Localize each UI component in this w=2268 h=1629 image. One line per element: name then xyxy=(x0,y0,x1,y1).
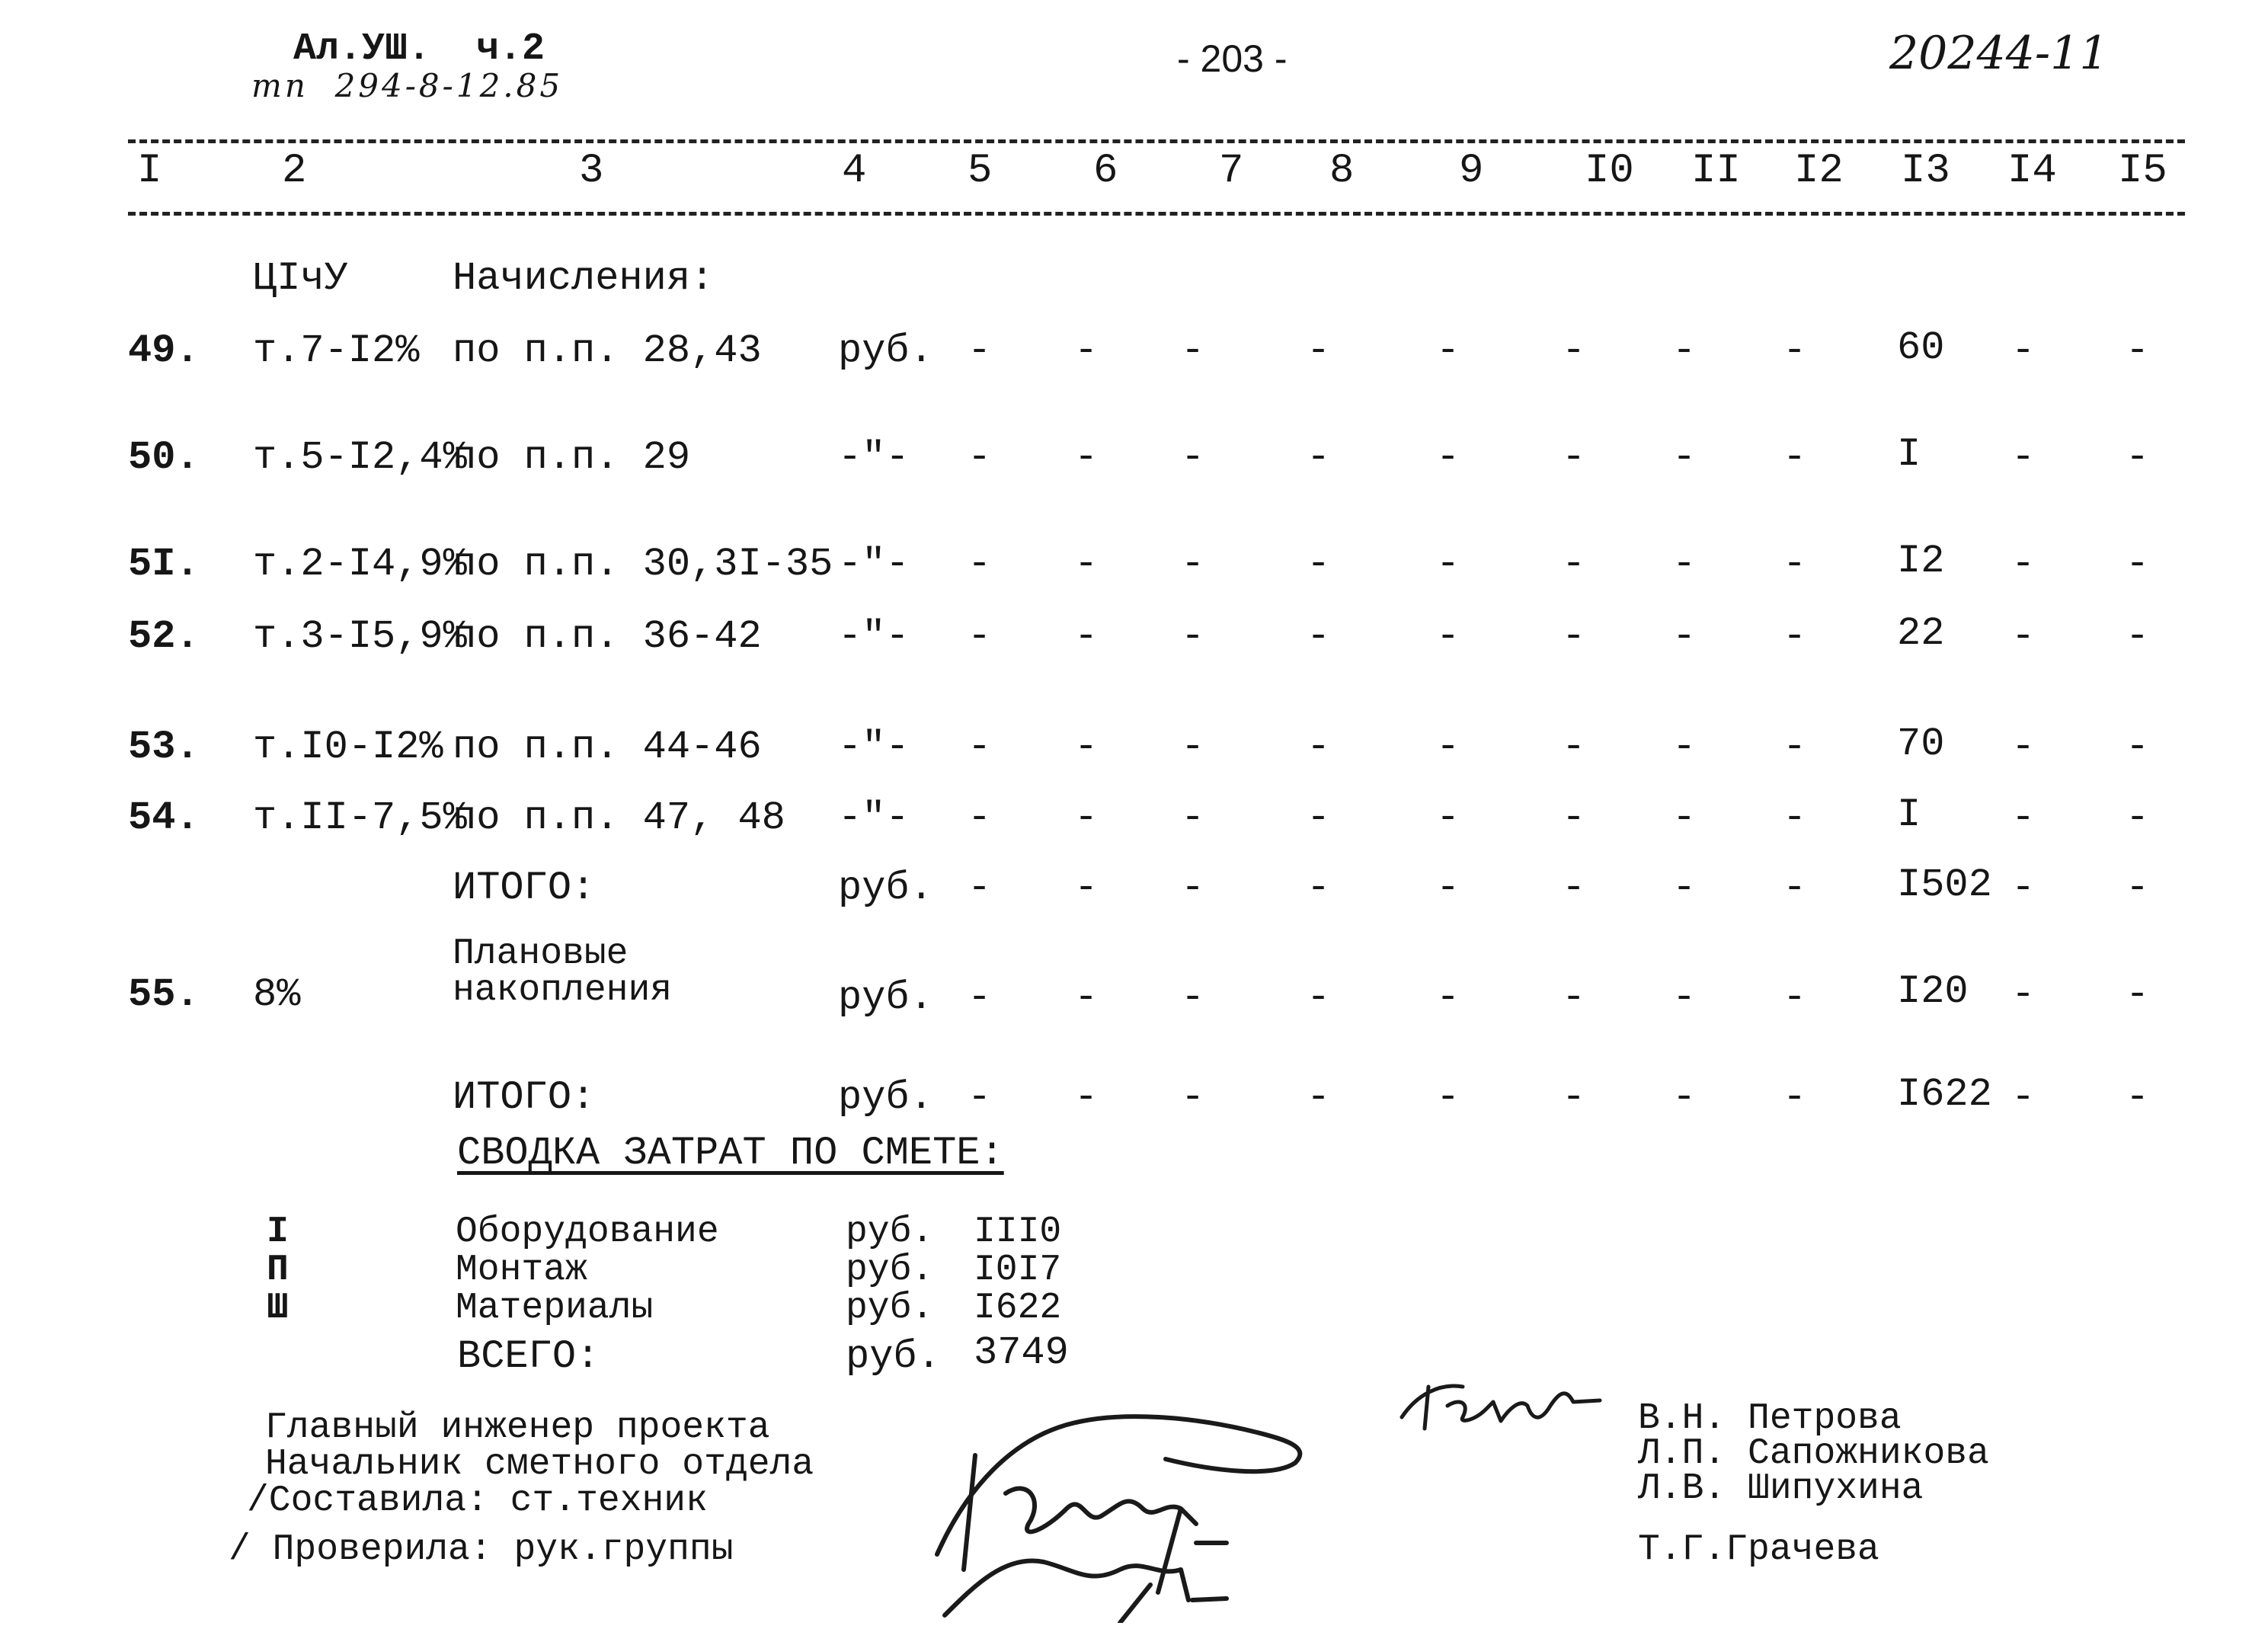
row-unit: -"- xyxy=(838,435,910,480)
row-dash-cell: - xyxy=(1181,795,1205,840)
row-dash-cell: - xyxy=(1672,614,1697,659)
row-number: 55. xyxy=(128,972,200,1017)
album-reference: Ал.УШ. ч.2 xyxy=(293,27,545,71)
row-dash-cell: - xyxy=(1672,795,1697,840)
row-dash-cell: - xyxy=(1783,614,1807,659)
summary-item-materials: Материалы xyxy=(456,1288,654,1329)
role-compiled-by: /Составила: ст.техник xyxy=(247,1480,708,1522)
row-col15-value: - xyxy=(2126,725,2150,770)
row-dash-cell: - xyxy=(1307,614,1331,659)
row-col15-value: - xyxy=(2126,435,2150,480)
row-dash-cell: - xyxy=(1672,975,1697,1020)
row-dash-cell: - xyxy=(1562,435,1586,480)
tp-reference: тп 294-8-12.85 xyxy=(251,67,564,104)
row-col13-value: 70 xyxy=(1897,722,1945,766)
header-bottom-rule xyxy=(128,212,2185,216)
document-number: 20244-11 xyxy=(1889,27,2109,80)
row-code: т.5-I2,4% xyxy=(253,435,467,480)
row-code: 8% xyxy=(253,972,301,1017)
row-dash-cell: - xyxy=(1181,542,1205,587)
row-dash-cell: - xyxy=(1783,725,1807,770)
row-unit: -"- xyxy=(838,542,910,587)
row-code: т.2-I4,9% xyxy=(253,542,467,587)
row-dash-cell: - xyxy=(1783,1075,1807,1120)
row-description: по п.п. 28,43 xyxy=(453,328,762,373)
row-dash-cell: - xyxy=(1783,328,1807,373)
row-dash-cell: - xyxy=(1074,435,1099,480)
row-dash-cell: - xyxy=(1783,542,1807,587)
row-dash-cell: - xyxy=(1307,975,1331,1020)
row-dash-cell: - xyxy=(1181,725,1205,770)
row-unit: руб. xyxy=(838,975,933,1020)
row-dash-cell: - xyxy=(1783,795,1807,840)
row-dash-cell: - xyxy=(1436,725,1460,770)
row-dash-cell: - xyxy=(1672,328,1697,373)
column-header-8: 8 xyxy=(1329,148,1355,194)
row-col14-value: - xyxy=(2011,972,2036,1017)
summary-title: СВОДКА ЗАТРАТ ПО СМЕТЕ: xyxy=(457,1131,1004,1176)
summary-value-3: I622 xyxy=(974,1288,1062,1329)
top-rule xyxy=(128,139,2185,143)
row-dash-cell: - xyxy=(1307,328,1331,373)
page-number: - 203 - xyxy=(1177,37,1288,80)
row-dash-cell: - xyxy=(1436,614,1460,659)
column-header-10: I0 xyxy=(1585,148,1634,194)
row-col13-value: 60 xyxy=(1897,325,1945,370)
row-dash-cell: - xyxy=(968,614,992,659)
row-dash-cell: - xyxy=(1562,328,1586,373)
row-col13-value: I20 xyxy=(1897,969,1969,1014)
row-number: 49. xyxy=(128,328,200,373)
role-chief-engineer: Главный инженер проекта xyxy=(265,1407,770,1448)
summary-total-value: 3749 xyxy=(974,1330,1069,1375)
column-header-13: I3 xyxy=(1901,148,1950,194)
row-unit: -"- xyxy=(838,795,910,840)
row-dash-cell: - xyxy=(1307,542,1331,587)
row-dash-cell: - xyxy=(1181,328,1205,373)
summary-unit-3: руб. xyxy=(846,1288,934,1329)
row-dash-cell: - xyxy=(1436,542,1460,587)
row-dash-cell: - xyxy=(1181,435,1205,480)
row-dash-cell: - xyxy=(1436,435,1460,480)
row-col15-value: - xyxy=(2126,795,2150,840)
row-unit: -"- xyxy=(838,614,910,659)
column-header-1: I xyxy=(137,148,162,194)
row-description: по п.п. 29 xyxy=(453,435,691,480)
column-header-15: I5 xyxy=(2118,148,2167,194)
row-dash-cell: - xyxy=(1672,866,1697,911)
row-description: по п.п. 44-46 xyxy=(453,725,762,770)
row-col14-value: - xyxy=(2011,542,2036,587)
row-dash-cell: - xyxy=(1074,542,1099,587)
row-col14-value: - xyxy=(2011,328,2036,373)
summary-value-2: I0I7 xyxy=(974,1250,1062,1291)
row-dash-cell: - xyxy=(1562,866,1586,911)
row-dash-cell: - xyxy=(968,975,992,1020)
row-dash-cell: - xyxy=(968,866,992,911)
row-col15-value: - xyxy=(2126,972,2150,1017)
row-col14-value: - xyxy=(2011,866,2036,911)
row-col14-value: - xyxy=(2011,1075,2036,1120)
row-code: т.7-I2% xyxy=(253,328,420,373)
row-col14-value: - xyxy=(2011,614,2036,659)
summary-roman-2: П xyxy=(267,1250,289,1291)
name-petrova: В.Н. Петрова xyxy=(1638,1398,1902,1439)
row-dash-cell: - xyxy=(1436,328,1460,373)
row-code: т.II-7,5% xyxy=(253,795,467,840)
row-dash-cell: - xyxy=(968,725,992,770)
row-dash-cell: - xyxy=(968,328,992,373)
summary-roman-1: I xyxy=(267,1211,289,1253)
row-dash-cell: - xyxy=(1074,975,1099,1020)
row-col14-value: - xyxy=(2011,795,2036,840)
row-number: 5I. xyxy=(128,542,200,587)
role-checked-by: / Проверила: рук.группы xyxy=(229,1529,734,1570)
row-dash-cell: - xyxy=(1181,975,1205,1020)
column-header-3: 3 xyxy=(579,148,604,194)
row-dash-cell: - xyxy=(1436,866,1460,911)
row-dash-cell: - xyxy=(1672,1075,1697,1120)
row-col13-value: I622 xyxy=(1897,1072,1992,1117)
row-col13-value: I2 xyxy=(1897,539,1945,584)
signature-main-mark xyxy=(891,1394,1364,1623)
row-number: 52. xyxy=(128,614,200,659)
row-number: 53. xyxy=(128,725,200,770)
column-header-2: 2 xyxy=(282,148,307,194)
column-header-7: 7 xyxy=(1219,148,1244,194)
summary-total-label: ВСЕГО: xyxy=(457,1334,600,1379)
row-unit: руб. xyxy=(838,1075,933,1120)
row-unit: руб. xyxy=(838,866,933,911)
row-dash-cell: - xyxy=(1074,795,1099,840)
row-description: по п.п. 30,3I-35 xyxy=(453,542,833,587)
row-dash-cell: - xyxy=(1562,975,1586,1020)
row-col13-value: I502 xyxy=(1897,863,1992,907)
row-dash-cell: - xyxy=(1181,866,1205,911)
row-dash-cell: - xyxy=(968,542,992,587)
summary-total-unit: руб. xyxy=(846,1334,941,1379)
row-dash-cell: - xyxy=(968,795,992,840)
row-dash-cell: - xyxy=(1562,542,1586,587)
name-shipukhina: Л.В. Шипухина xyxy=(1638,1468,1924,1509)
column-header-14: I4 xyxy=(2007,148,2057,194)
row-code: т.3-I5,9% xyxy=(253,614,467,659)
row-description: Плановые xyxy=(453,933,629,975)
summary-roman-3: Ш xyxy=(267,1288,289,1329)
row-dash-cell: - xyxy=(1074,725,1099,770)
row-dash-cell: - xyxy=(1562,1075,1586,1120)
row-description: Начисления: xyxy=(453,256,715,301)
row-dash-cell: - xyxy=(1562,795,1586,840)
row-unit: -"- xyxy=(838,725,910,770)
row-dash-cell: - xyxy=(1074,614,1099,659)
column-header-6: 6 xyxy=(1093,148,1118,194)
row-code: т.I0-I2% xyxy=(253,725,443,770)
row-col15-value: - xyxy=(2126,328,2150,373)
row-col13-value: 22 xyxy=(1897,611,1945,656)
row-dash-cell: - xyxy=(1672,435,1697,480)
row-dash-cell: - xyxy=(1181,614,1205,659)
row-dash-cell: - xyxy=(1181,1075,1205,1120)
row-code: ЦIчУ xyxy=(253,256,348,301)
row-dash-cell: - xyxy=(1783,866,1807,911)
row-col15-value: - xyxy=(2126,866,2150,911)
row-dash-cell: - xyxy=(1307,866,1331,911)
column-header-9: 9 xyxy=(1459,148,1484,194)
column-header-4: 4 xyxy=(842,148,867,194)
summary-value-1: III0 xyxy=(974,1211,1062,1253)
role-head-estimate-dept: Начальник сметного отдела xyxy=(265,1444,814,1485)
row-col13-value: I xyxy=(1897,432,1921,477)
row-unit: руб. xyxy=(838,328,933,373)
row-dash-cell: - xyxy=(1074,328,1099,373)
row-col15-value: - xyxy=(2126,614,2150,659)
row-dash-cell: - xyxy=(1562,614,1586,659)
row-description: ИТОГО: xyxy=(453,1075,596,1120)
name-gracheva: Т.Г.Грачева xyxy=(1638,1529,1879,1570)
row-dash-cell: - xyxy=(1436,975,1460,1020)
row-dash-cell: - xyxy=(1672,542,1697,587)
row-description-line2: накопления xyxy=(453,970,673,1011)
signature-petrova-mark xyxy=(1387,1364,1615,1448)
summary-item-equipment: Оборудование xyxy=(456,1211,719,1253)
row-dash-cell: - xyxy=(1074,866,1099,911)
column-header-12: I2 xyxy=(1794,148,1844,194)
row-dash-cell: - xyxy=(1672,725,1697,770)
row-dash-cell: - xyxy=(1307,435,1331,480)
row-dash-cell: - xyxy=(1307,1075,1331,1120)
summary-item-installation: Монтаж xyxy=(456,1250,587,1291)
row-dash-cell: - xyxy=(1562,725,1586,770)
row-dash-cell: - xyxy=(1307,725,1331,770)
summary-unit-2: руб. xyxy=(846,1250,934,1291)
row-col15-value: - xyxy=(2126,1075,2150,1120)
row-dash-cell: - xyxy=(1783,435,1807,480)
row-number: 50. xyxy=(128,435,200,480)
row-dash-cell: - xyxy=(1436,795,1460,840)
row-col14-value: - xyxy=(2011,435,2036,480)
row-number: 54. xyxy=(128,795,200,840)
row-description: по п.п. 47, 48 xyxy=(453,795,785,840)
name-sapozhnikova: Л.П. Сапожникова xyxy=(1638,1433,1989,1474)
row-col15-value: - xyxy=(2126,542,2150,587)
column-header-11: II xyxy=(1691,148,1741,194)
row-dash-cell: - xyxy=(968,1075,992,1120)
row-col14-value: - xyxy=(2011,725,2036,770)
row-dash-cell: - xyxy=(968,435,992,480)
row-col13-value: I xyxy=(1897,792,1921,837)
row-dash-cell: - xyxy=(1074,1075,1099,1120)
row-description: по п.п. 36-42 xyxy=(453,614,762,659)
row-dash-cell: - xyxy=(1783,975,1807,1020)
column-header-5: 5 xyxy=(968,148,993,194)
row-dash-cell: - xyxy=(1436,1075,1460,1120)
summary-unit-1: руб. xyxy=(846,1211,934,1253)
row-dash-cell: - xyxy=(1307,795,1331,840)
row-description: ИТОГО: xyxy=(453,866,596,911)
